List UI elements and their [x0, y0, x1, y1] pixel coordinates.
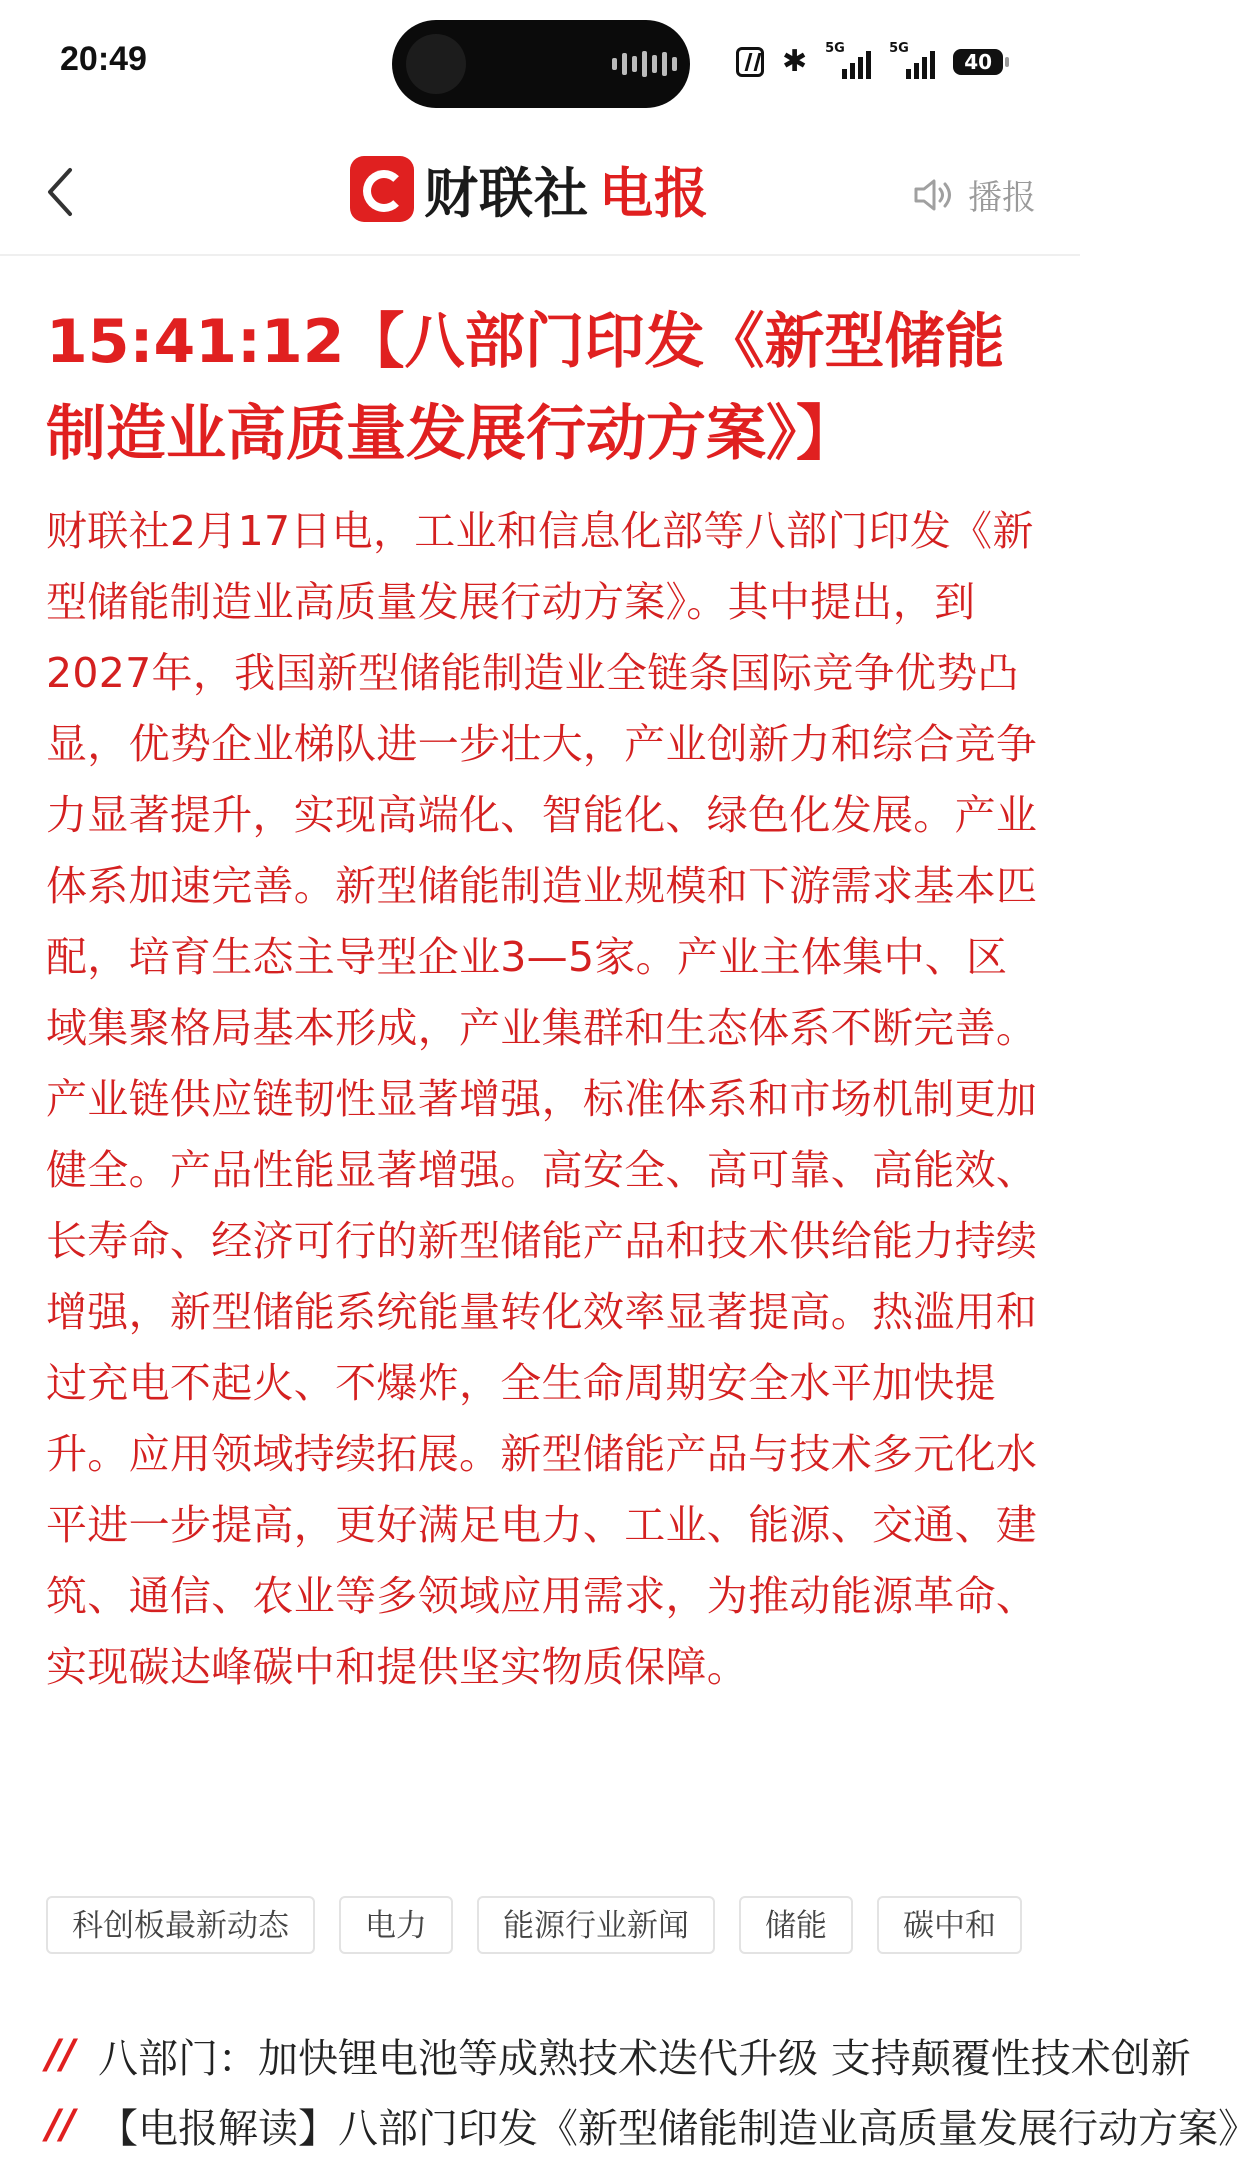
tag-item[interactable]: 储能 [739, 1896, 853, 1954]
tag-item[interactable]: 科创板最新动态 [46, 1896, 315, 1954]
tag-item[interactable]: 能源行业新闻 [477, 1896, 715, 1954]
signal-icon-2: 5G [889, 45, 935, 79]
related-news-title: 【电报解读】八部门印发《新型储能制造业高质量发展行动方案》 [98, 2105, 1258, 2152]
related-news-item[interactable] [46, 2090, 1258, 2160]
status-bar [0, 0, 1080, 128]
related-news-list [46, 2020, 1258, 2160]
status-icons [736, 41, 1003, 80]
camera-icon [406, 34, 466, 94]
battery-icon: 40 [953, 49, 1003, 75]
speaker-icon [912, 175, 958, 215]
logo-text-accent: 电报 [599, 161, 709, 225]
related-news-item[interactable] [46, 2020, 1191, 2090]
audio-wave-icon [612, 50, 677, 78]
status-time: 20:49 [60, 40, 147, 78]
tag-list [46, 1896, 1046, 1954]
nav-bar [0, 128, 1080, 256]
broadcast-label: 播报 [968, 178, 1036, 218]
app-logo [350, 154, 709, 224]
article-body: 财联社2月17日电，工业和信息化部等八部门印发《新型储能制造业高质量发展行动方案》。其中提出，到2027年，我国新型储能制造业全链条国际竞争优势凸显，优势企业梯队进一步壮大，产业创新力和综合竞争力显著提升，实现高端化、智能化、绿色化发展。产业体系加速完善。新型储能制造业规模和下游需求基本匹配，培育生态主导型企业3—5家。产业主体集中、区域集聚格局基本形成，产业集群和生态体系不断完善。产业链供应链韧性显著增强，标准体系和市场机制更加健全。产品性能显著增强。高安全、高可靠、高能效、长寿命、经济可行的新型储能产品和技术供给能力持续增强，新型储能系统能量转化效率显著提高。热滥用和过充电不起火、不爆炸，全生命周期安全水平加快提升。应用领域持续拓展。新型储能产品与技术多元化水平进一步提高，更好满足电力、工业、能源、交通、建筑、通信、农业等多领域应用需求，为推动能源革命、实现碳达峰碳中和提供坚实物质保障。 [46, 507, 1038, 1691]
tag-item[interactable]: 电力 [339, 1896, 453, 1954]
related-news-title: 八部门：加快锂电池等成熟技术迭代升级 支持颠覆性技术创新 [98, 2035, 1191, 2082]
logo-text: 财联社 [424, 161, 589, 225]
related-mark-icon: // [46, 2102, 76, 2148]
related-mark-icon: // [46, 2032, 76, 2078]
tag-item[interactable]: 碳中和 [877, 1896, 1022, 1954]
back-icon[interactable] [40, 164, 88, 220]
broadcast-button[interactable] [912, 170, 1036, 219]
signal-icon: 5G [825, 45, 871, 79]
dynamic-island [392, 20, 690, 108]
nfc-icon [736, 47, 764, 77]
bluetooth-icon: ✱ [782, 44, 808, 79]
logo-c-icon [350, 156, 414, 222]
article-headline: 15:41:12【八部门印发《新型储能制造业高质量发展行动方案》】 [46, 307, 1005, 469]
